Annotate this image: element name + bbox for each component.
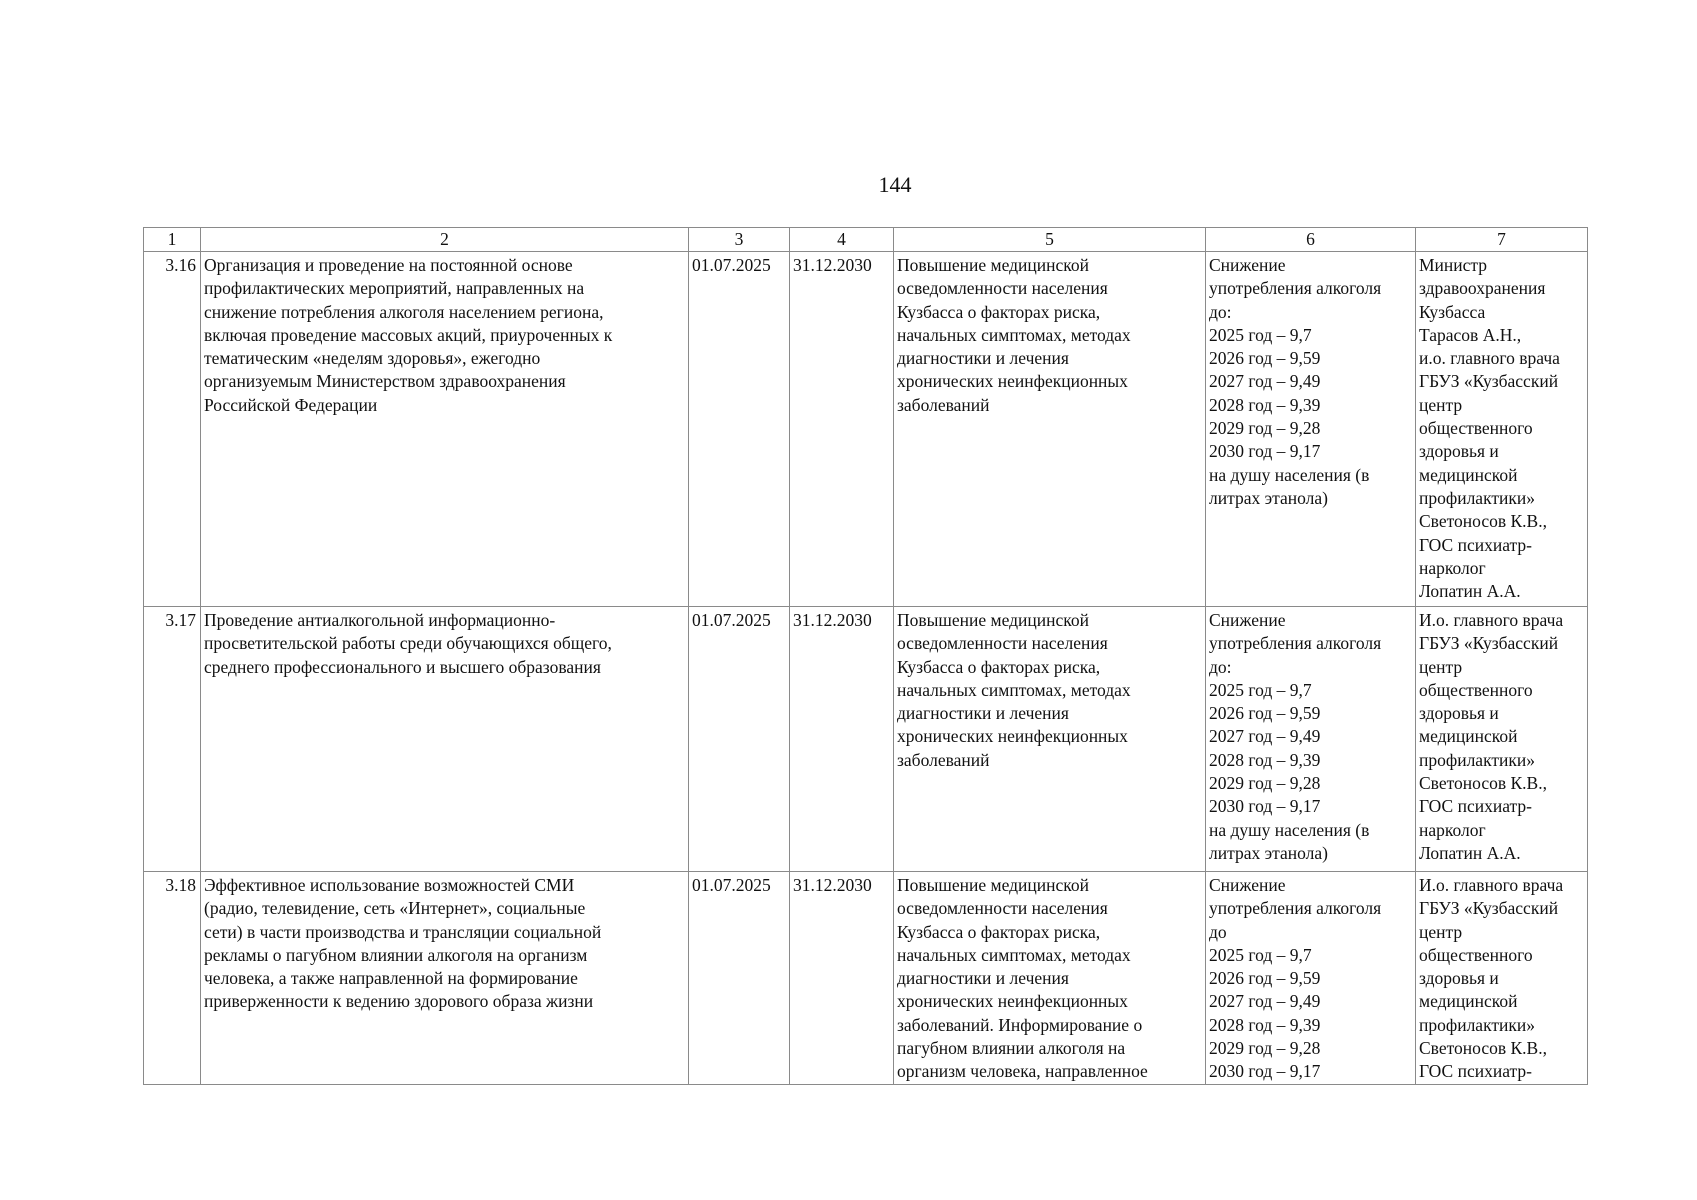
cell-text-line: профилактики»	[1419, 749, 1535, 770]
cell-text-line: тематическим «неделям здоровья», ежегодно	[204, 348, 541, 369]
cell-text-line: Российской Федерации	[204, 394, 378, 415]
cell-text-line: заболеваний. Информирование о	[897, 1014, 1143, 1035]
cell-text-line: 2026 год – 9,59	[1209, 968, 1321, 989]
cell-text-line: 2029 год – 9,28	[1209, 418, 1321, 439]
cell-text-line: хронических неинфекционных	[897, 371, 1128, 392]
cell-text-line: среднего профессионального и высшего образования	[204, 656, 601, 677]
column-header: 7	[1416, 228, 1588, 252]
cell-text-line: Организация и проведение на постоянной основе	[204, 255, 573, 275]
cell-text-line: здоровья и	[1419, 703, 1499, 724]
cell-text-line: осведомленности населения	[897, 633, 1108, 654]
row-number-cell	[144, 872, 201, 1085]
indicator-cell	[1206, 252, 1416, 607]
cell-text-line: 2027 год – 9,49	[1209, 726, 1321, 747]
cell-text-line: медицинской	[1419, 991, 1518, 1012]
cell-text-line: 2028 год – 9,39	[1209, 394, 1321, 415]
cell-text-line: начальных симптомах, методах	[897, 324, 1131, 345]
result-cell	[894, 872, 1206, 1085]
cell-text-line: 2025 год – 9,7	[1209, 679, 1312, 700]
cell-text-line: 2030 год – 9,17	[1209, 441, 1321, 462]
cell-text-line: Повышение медицинской	[897, 875, 1089, 895]
measures-table	[143, 227, 1588, 1085]
cell-text-line: употребления алкоголя	[1209, 633, 1382, 654]
cell-text-line: литрах этанола)	[1209, 842, 1328, 863]
cell-text-line: Лопатин А.А.	[1419, 581, 1521, 602]
cell-text-line: ГОС психиатр-	[1419, 1061, 1532, 1082]
cell-text-line: Министр	[1419, 255, 1488, 275]
cell-text-line: нарколог	[1419, 557, 1486, 578]
cell-text-line: Снижение	[1209, 610, 1286, 630]
cell-text-line: Повышение медицинской	[897, 610, 1089, 630]
column-header: 3	[689, 228, 790, 252]
cell-text-line: 2030 год – 9,17	[1209, 796, 1321, 817]
cell-text-line: включая проведение массовых акций, приуроченных к	[204, 324, 613, 345]
table-row	[144, 607, 1588, 872]
cell-text-line: Кузбасса о факторах риска,	[897, 921, 1101, 942]
cell-text-line: употребления алкоголя	[1209, 898, 1382, 919]
cell-text-line: Светоносов К.В.,	[1419, 511, 1547, 532]
cell-text-line: сети) в части производства и трансляции социальной	[204, 921, 602, 942]
table-header-row	[144, 228, 1588, 252]
end-date-cell: 31.12.2030	[790, 252, 894, 607]
end-date-cell: 31.12.2030	[790, 607, 894, 872]
cell-text-line: Кузбасса о факторах риска,	[897, 656, 1101, 677]
cell-text-line: рекламы о пагубном влиянии алкоголя на организм	[204, 944, 588, 965]
cell-text-line: ГОС психиатр-	[1419, 796, 1532, 817]
cell-text-line: диагностики и лечения	[897, 968, 1069, 989]
cell-text-line: до:	[1209, 301, 1232, 322]
cell-text-line: 2025 год – 9,7	[1209, 324, 1312, 345]
cell-text-line: 2028 год – 9,39	[1209, 749, 1321, 770]
responsible-cell	[1416, 872, 1588, 1085]
cell-text-line: ГОС психиатр-	[1419, 534, 1532, 555]
row-number-cell	[144, 252, 201, 607]
column-header: 2	[201, 228, 689, 252]
cell-text-line: Повышение медицинской	[897, 255, 1089, 275]
cell-text-line: Светоносов К.В.,	[1419, 773, 1547, 794]
cell-text-line: ГБУЗ «Кузбасский	[1419, 898, 1559, 919]
column-header: 6	[1206, 228, 1416, 252]
cell-text-line: центр	[1419, 656, 1463, 677]
cell-text-line: профилактических мероприятий, направленных на	[204, 278, 585, 299]
row-number-cell	[144, 607, 201, 872]
end-date-cell: 31.12.2030	[790, 872, 894, 1085]
cell-text-line: нарколог	[1419, 819, 1486, 840]
row-number: 3.17	[165, 610, 196, 630]
cell-text-line: Тарасов А.Н.,	[1419, 324, 1522, 345]
cell-text-line: ГБУЗ «Кузбасский	[1419, 633, 1559, 654]
cell-text-line: хронических неинфекционных	[897, 726, 1128, 747]
cell-text-line: и.о. главного врача	[1419, 348, 1560, 369]
cell-text-line: организуемым Министерством здравоохранения	[204, 371, 566, 392]
cell-text-line: организм человека, направленное	[897, 1061, 1148, 1082]
cell-text-line: литрах этанола)	[1209, 487, 1328, 508]
result-cell	[894, 252, 1206, 607]
cell-text-line: диагностики и лечения	[897, 703, 1069, 724]
cell-text-line: Кузбасса	[1419, 301, 1486, 322]
cell-text-line: ГБУЗ «Кузбасский	[1419, 371, 1559, 392]
responsible-cell	[1416, 607, 1588, 872]
cell-text-line: приверженности к ведению здорового образа жизни	[204, 991, 594, 1012]
cell-text-line: (радио, телевидение, сеть «Интернет», социальные	[204, 898, 586, 919]
cell-text-line: 2025 год – 9,7	[1209, 944, 1312, 965]
cell-text-line: 2027 год – 9,49	[1209, 371, 1321, 392]
cell-text-line: осведомленности населения	[897, 278, 1108, 299]
start-date-cell: 01.07.2025	[689, 607, 790, 872]
cell-text-line: хронических неинфекционных	[897, 991, 1128, 1012]
cell-text-line: 2029 год – 9,28	[1209, 773, 1321, 794]
cell-text-line: здоровья и	[1419, 968, 1499, 989]
cell-text-line: употребления алкоголя	[1209, 278, 1382, 299]
cell-text-line: медицинской	[1419, 464, 1518, 485]
cell-text-line: общественного	[1419, 944, 1533, 965]
cell-text-line: Кузбасса о факторах риска,	[897, 301, 1101, 322]
result-cell	[894, 607, 1206, 872]
cell-text-line: Лопатин А.А.	[1419, 842, 1521, 863]
column-header: 5	[894, 228, 1206, 252]
cell-text-line: диагностики и лечения	[897, 348, 1069, 369]
cell-text-line: просветительской работы среди обучающихся общего,	[204, 633, 612, 654]
cell-text-line: центр	[1419, 394, 1463, 415]
indicator-cell	[1206, 872, 1416, 1085]
cell-text-line: 2029 год – 9,28	[1209, 1038, 1321, 1059]
page-number: 144	[878, 172, 912, 197]
indicator-cell	[1206, 607, 1416, 872]
cell-text-line: 2030 год – 9,17	[1209, 1061, 1321, 1082]
description-cell	[201, 607, 689, 872]
cell-text-line: И.о. главного врача	[1419, 875, 1564, 895]
cell-text-line: 2027 год – 9,49	[1209, 991, 1321, 1012]
cell-text-line: заболеваний	[897, 394, 990, 415]
cell-text-line: Снижение	[1209, 875, 1286, 895]
cell-text-line: начальных симптомах, методах	[897, 679, 1131, 700]
cell-text-line: профилактики»	[1419, 487, 1535, 508]
start-date-cell: 01.07.2025	[689, 252, 790, 607]
cell-text-line: на душу населения (в	[1209, 819, 1370, 840]
table-row	[144, 872, 1588, 1085]
table-row	[144, 252, 1588, 607]
cell-text-line: осведомленности населения	[897, 898, 1108, 919]
cell-text-line: снижение потребления алкоголя населением региона,	[204, 301, 604, 322]
column-header: 4	[790, 228, 894, 252]
cell-text-line: 2028 год – 9,39	[1209, 1014, 1321, 1035]
cell-text-line: профилактики»	[1419, 1014, 1535, 1035]
cell-text-line: начальных симптомах, методах	[897, 944, 1131, 965]
cell-text-line: пагубном влиянии алкоголя на	[897, 1038, 1126, 1059]
cell-text-line: до	[1209, 921, 1227, 942]
description-cell	[201, 872, 689, 1085]
cell-text-line: на душу населения (в	[1209, 464, 1370, 485]
description-cell	[201, 252, 689, 607]
column-header: 1	[144, 228, 201, 252]
cell-text-line: И.о. главного врача	[1419, 610, 1564, 630]
cell-text-line: до:	[1209, 656, 1232, 677]
cell-text-line: общественного	[1419, 418, 1533, 439]
cell-text-line: 2026 год – 9,59	[1209, 703, 1321, 724]
cell-text-line: медицинской	[1419, 726, 1518, 747]
cell-text-line: человека, а также направленной на формирование	[204, 968, 578, 989]
cell-text-line: центр	[1419, 921, 1463, 942]
cell-text-line: Снижение	[1209, 255, 1286, 275]
cell-text-line: заболеваний	[897, 749, 990, 770]
cell-text-line: 2026 год – 9,59	[1209, 348, 1321, 369]
cell-text-line: Эффективное использование возможностей СМИ	[204, 875, 575, 895]
cell-text-line: общественного	[1419, 679, 1533, 700]
row-number: 3.18	[165, 875, 196, 895]
cell-text-line: Проведение антиалкогольной информационно-	[204, 610, 556, 630]
cell-text-line: здравоохранения	[1419, 278, 1546, 299]
responsible-cell	[1416, 252, 1588, 607]
row-number: 3.16	[165, 255, 196, 275]
cell-text-line: Светоносов К.В.,	[1419, 1038, 1547, 1059]
cell-text-line: здоровья и	[1419, 441, 1499, 462]
start-date-cell: 01.07.2025	[689, 872, 790, 1085]
